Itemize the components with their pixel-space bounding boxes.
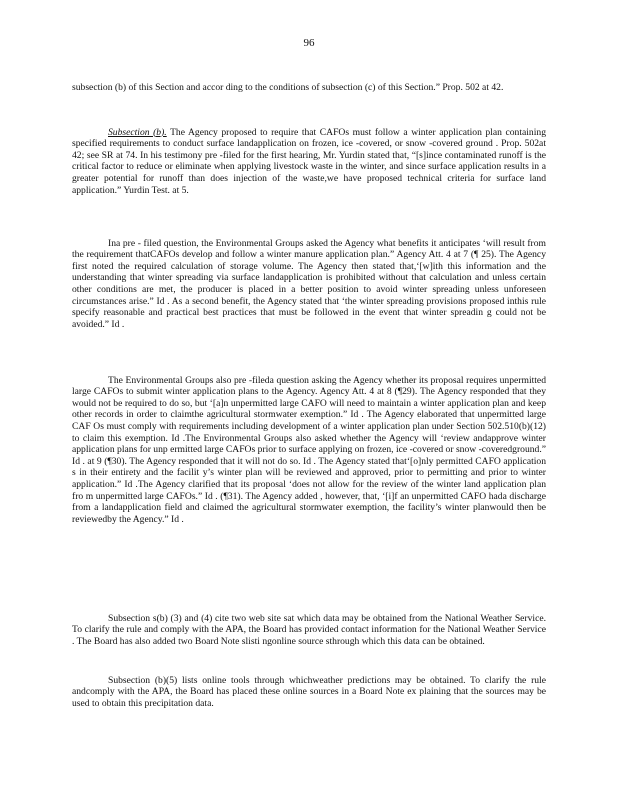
paragraph-subsection-b xyxy=(72,127,546,197)
paragraph-weather-service: Subsection s(b) (3) and (4) cite two web site sat which data may be obtained from the National Weather Service. To clarify the rule and comply with the APA, the Board has provided contact information for the National Weather Service . The Board has also added two Board Note slisti ngonline source sthrough which this data can be obtained. xyxy=(72,612,546,647)
paragraph-continuation: subsection (b) of this Section and accor ding to the conditions of subsection (c) of this Section.” Prop. 502 at 42. xyxy=(72,81,504,93)
page-number: 96 xyxy=(303,37,315,49)
paragraph-body: The Agency proposed to require that CAFOs must follow a winter application plan containing specified requirements to conduct surface landapplication on frozen, ice -covered, or snow -covered ground . Prop. 502at 42; see SR at 74. In his testimony pre -filed for the first hearing, Mr. Yurdin stated that, “[s]ince contaminated runoff is the critical factor to reduce or eliminate when applying livestock waste in the winter, and since surface application results in a greater potential for runoff than does injection of the waste,we have proposed technical criteria for surface land application.” Yurdin Test. at 5. xyxy=(72,126,546,196)
subsection-heading: Subsection (b). xyxy=(108,126,167,138)
paragraph-prefiled-question: Ina pre - filed question, the Environmental Groups asked the Agency what benefits it anticipates ‘will result from the requirement thatCAFOs develop and follow a winter manure application plan.” Agency Att. 4 at 7 (¶ 25). The Agency first noted the required calculation of storage volume. The Agency then stated that,‘[w]ith this information and the understanding that winter spreading via surface landapplication is prohibited without that calculation and unless certain other conditions are met, the producer is placed in a better position to avoid winter spreading unless unforeseen circumstances arise.” Id . As a second benefit, the Agency stated that ‘the winter spreading provisions proposed inthis rule specify reasonable and practical best practices that must be followed in the event that winter spreadin g could not be avoided.” Id . xyxy=(72,237,546,330)
paragraph-environmental-groups: The Environmental Groups also pre -fileda question asking the Agency whether its proposal requires unpermitted large CAFOs to submit winter application plans to the Agency. Agency Att. 4 at 8 (¶29). The Agency responded that they would not be required to do so, but ‘[a]n unpermitted large CAFO will need to maintain a winter application plan and keep other records in order to claimthe agricultural stormwater exemption.” Id . The Agency elaborated that unpermitted large CAF Os must comply with requirements including development of a winter application plan under Section 502.510(b)(12) to claim this exemption. Id .The Environmental Groups also asked whether the Agency will ‘review andapprove winter application plans for unp ermitted large CAFOs prior to surface applying on frozen, ice -covered or snow -coveredground.” Id . at 9 (¶30). The Agency responded that it will not do so. Id . The Agency stated that‘[o]nly permitted CAFO application s in their entirety and the facilit y’s winter plan will be reviewed and approved, prior to permitting and prior to winter application.” Id .The Agency clarified that its proposal ‘does not allow for the review of the winter land application plan fro m unpermitted large CAFOs.” Id . (¶31). The Agency added , however, that, ‘[i]f an unpermitted CAFO hada discharge from a landapplication field and claimed the agricultural stormwater exemption, the facility’s winter planwould then be reviewedby the Agency.” Id . xyxy=(72,374,546,525)
paragraph-online-tools: Subsection (b)(5) lists online tools through whichweather predictions may be obtained. To clarify the rule andcomply with the APA, the Board has placed these online sources in a Board Note ex plaining that the sources may be used to obtain this precipitation data. xyxy=(72,674,546,709)
